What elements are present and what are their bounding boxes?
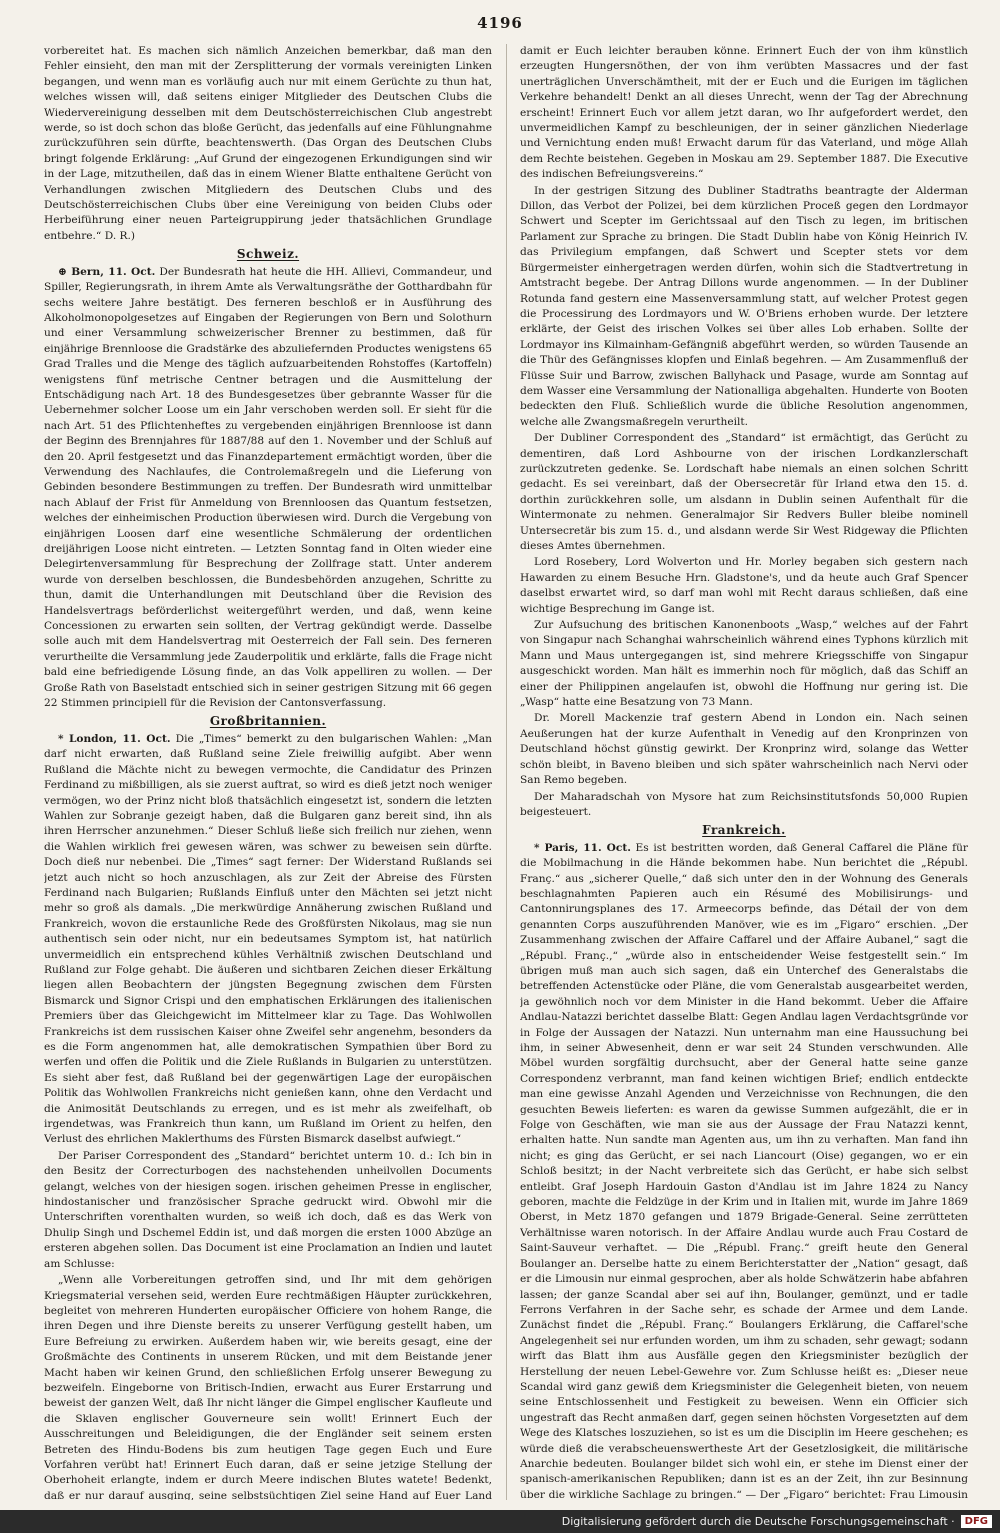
paragraph-text: Lord Rosebery, Lord Wolverton und Hr. Morley begaben sich gestern nach Hawarden zu einem Besuche Hrn. Gladstone's, und da heute auch Graf Spencer daselbst erwartet wird, so darf man wohl mit Recht daraus schließen, daß eine wichtige Besprechung im Gange ist. — [520, 556, 968, 615]
article-paragraph — [44, 1149, 492, 1272]
article-paragraph — [520, 790, 968, 821]
article-paragraph — [520, 711, 968, 788]
left-column — [44, 44, 492, 1500]
paragraph-text: Der Bundesrath hat heute die HH. Allievi, Commandeur, und Spiller, Regierungsrath, in ihrem Amte als Verwaltungsräthe der Gotthardbahn für sechs weitere Jahre bestätigt. Des ferneren beschloß er in Ausführung des Alkoholmonopolgesetzes auf Eingaben der Regierungen von Bern und Solothurn und einer Versammlung schweizerischer Brenner zu bestimmen, daß für einjährige Brennloose die Gradstärke des abzuliefernden Productes wenigstens 65 Grad Tralles und die Menge des täglich aufzuarbeitenden Rohstoffes (Kartoffeln) wenigstens fünf metrische Centner betragen und die Ausmittelung der Entschädigung nach Art. 18 des Bundesgesetzes über gebrannte Wasser für die Uebernehmer solcher Loose um ein Jahr verschoben werden soll. Er sieht für die nach Art. 51 des Pflichtenheftes zu vergebenden einjährigen Brennloose ist dann der Beginn des Brennjahres für 1887/88 auf den 1. November und der Schluß auf den 20. April festgesetzt und das Finanzdepartement ermächtigt worden, über die Verwendung des Nachlaufes, die Controlemaßregeln und die Lieferung von Gebinden besondere Bestimmungen zu treffen. Der Bundesrath wird unmittelbar nach Ablauf der Frist für Anmeldung von Brennloosen das Quantum festsetzen, welches der einheimischen Production überwiesen wird. Durch die Vergebung von einjährigen Loosen darf eine wesentliche Schmälerung der ordentlichen dreijährigen Loose nicht eintreten. — Letzten Sonntag fand in Olten wieder eine Delegirtenversammlung für Besprechung der Zollfrage statt. Unter anderem wurde von derselben beschlossen, die Bundesbehörden anzugehen, Schritte zu thun, damit die Unterhandlungen mit Deutschland über die Revision des Handelsvertrags beförderlichst weitergeführt werden, und daß, wenn keine Concessionen zu erwarten sein sollten, der Vertrag gekündigt werde. Dasselbe solle auch mit dem Handelsvertrag mit Oesterreich der Fall sein. Des ferneren verurtheilte die Versammlung jede Zauderpolitik und erklärte, falls die Frage nicht bald eine befriedigende Lösung finde, an das Volk appelliren zu wollen. — Der Große Rath von Baselstadt entschied sich in seiner gestrigen Sitzung mit 66 gegen 22 Stimmen principiell für die Revision der Cantonsverfassung. — [44, 265, 492, 710]
paragraph-text: Es ist bestritten worden, daß General Caffarel die Pläne für die Mobilmachung in die Hände bekommen habe. Nun berichtet die „Républ. Franç.“ aus „sicherer Quelle,“ daß sich unter den in der Wohnung des Generals beschlagnahmten Papieren auch ein Résumé des Mobilisirungs- und Cantonnirungsplanes des 17. Armeecorps befinde, das Détail der von dem genannten Corps auszuführenden Manöver, wie es im „Figaro“ erschien. „Der Zusammenhang zwischen der Affaire Caffarel und der Affaire Aubanel,“ sagt die „Républ. Franç.,“ „würde also in entscheidender Weise festgestellt sein.“ Im übrigen muß man auch sich sagen, daß ein Unterchef des Generalstabs die betreffenden Actenstücke oder Pläne, die vom Generalstab ausgearbeitet werden, ja gewöhnlich noch vor dem Minister in die Hand bekommt. Ueber die Affaire Andlau-Natazzi berichtet dasselbe Blatt: Gegen Andlau lagen Verdachtsgründe vor in Folge der Aussagen der Natazzi. Nun unternahm man eine Haussuchung bei ihm, in seiner Abwesenheit, denn er war seit 24 Stunden verschwunden. Alle Möbel wurden sorgfältig durchsucht, aber der General hatte seine ganze Correspondenz verbrannt, man fand keinen wichtigen Brief; endlich entdeckte man eine gewisse Anzahl Agenden und Verzeichnisse von Rechnungen, die den gesuchten Beweis lieferten: es waren da gewisse Summen aufgezählt, die er in Folge von Geschäften, wie man sie aus der Aussage der Frau Natazzi kennt, erhalten hatte. Nun sandte man Agenten aus, um ihn zu verhaften. Man fand ihn nicht; es ging das Gerücht, er sei nach Liancourt (Oise) gegangen, wo er ein Schloß besitzt; in der Nacht verbreitete sich das Gerücht, er habe sich selbst entleibt. Graf Joseph Hardouin Gaston d'Andlau ist im Jahre 1824 zu Nancy geboren, machte die Feldzüge in der Krim und in Italien mit, wurde im Jahre 1869 Oberst, in Metz 1870 gefangen und 1879 Brigade-General. Seine zerrütteten Verhältnisse waren notorisch. In der Affaire Andlau wurde auch Frau Costard de Saint-Sauveur verhaftet. — Die „Républ. Franç.“ greift heute den General Boulanger an. Derselbe hatte zu einem Berichterstatter der „Nation“ gesagt, daß er die Limousin nur einmal gesprochen, aber als holde Schwätzerin habe abfahren lassen; der ganze Scandal aber sei auf ihn, Boulanger, gemünzt, und er tadle Ferrons Verfahren in der Sache sehr, es schade der Armee und dem Lande. Zunächst findet die „Républ. Franç.“ Boulangers Erklärung, die Caffarel'sche Angelegenheit sei nur erfunden worden, um ihm zu schaden, sehr gewagt; sodann wirft das Blatt ihm aus Ausfälle gegen den Kriegsminister bezüglich der Herstellung der neuen Lebel-Gewehre vor. Zum Schlusse heißt es: „Dieser neue Scandal wird ganz gewiß dem Kriegsminister die Gelegenheit bieten, von neuem seine Entschlossenheit und Festigkeit zu beweisen. Wenn ein Officier sich ungestraft das Recht anmaßen darf, gegen seinen höchsten Vorgesetzten auf dem Wege des Klatsches loszuziehen, so ist es um die Disciplin im Heere geschehen; es würde dieß die verabscheuenswertheste Art der Gesetzlosigkeit, die militärische Anarchie bedeuten. Boulanger bildet sich wohl ein, er stehe im Dienst einer der spanisch-amerikanischen Republiken; dann ist es an der Zeit, ihn zur Besinnung über die wirkliche Sachlage zu bringen.“ — Der „Figaro“ berichtet: Frau Limousin — [520, 841, 968, 1500]
section-heading: Großbritannien. — [209, 714, 327, 729]
paragraph-text: damit er Euch leichter berauben könne. Erinnert Euch der von ihm künstlich erzeugten Hungersnöthen, der von ihm verübten Massacres und der fast unerträglichen Unverschämtheit, mit der er Euch und die Eurigen im täglichen Verkehre behandelt! Denkt an all dieses Unrecht, wenn der Tag der Abrechnung erscheint! Erinnert Euch vor allem jetzt daran, wo Ihr aufgefordert werdet, den unvermeidlichen Kampf zu beschleunigen, der in seiner gänzlichen Niederlage und Vernichtung enden muß! Erwacht darum für das Vaterland, und möge Allah dem Rechte beistehen. Gegeben in Moskau am 29. September 1887. Die Executive des indischen Befreiungsvereins.“ — [520, 45, 968, 181]
article-paragraph — [520, 44, 968, 183]
article-paragraph — [44, 44, 492, 244]
page-number: 4196 — [477, 14, 523, 32]
paragraph-text: Der Maharadschah von Mysore hat zum Reichsinstitutsfonds 50,000 Rupien beigesteuert. — [520, 790, 968, 818]
paragraph-text: Der Pariser Correspondent des „Standard“ berichtet unterm 10. d.: Ich bin in den Besitz der Correcturbogen des nachstehenden unheilvollen Documents gelangt, welches von der hiesigen sogen. irischen geheimen Presse in englischer, hindostanischer und französischer Sprache gedruckt wird. Obwohl mir die Unterschriften vorenthalten wurden, so weiß ich doch, daß es das Werk von Dhulip Singh und Dschemel Eddin ist, und daß morgen die ersten 1000 Abzüge an ersteren abgehen sollen. Das Document ist eine Proclamation an Indien und lautet am Schlusse: — [44, 1149, 492, 1270]
article-paragraph — [520, 841, 968, 1500]
right-column — [520, 44, 968, 1500]
article-paragraph — [520, 431, 968, 554]
dateline: * Paris, 11. Oct. — [534, 841, 631, 854]
dfg-logo: DFG — [961, 1515, 992, 1528]
article-paragraph — [520, 618, 968, 710]
section-heading: Schweiz. — [236, 247, 300, 262]
article-paragraph — [44, 732, 492, 1148]
paragraph-text: Die „Times“ bemerkt zu den bulgarischen Wahlen: „Man darf nicht erwarten, daß Rußland seine Ziele freiwillig aufgibt. Aber wenn Rußland die Mächte nicht zu bewegen vermochte, die Candidatur des Prinzen Ferdinand zu mißbilligen, als sie zuerst auftrat, so wird es dieß jetzt noch weniger vermögen, wo der Prinz nicht bloß thatsächlich eingesetzt ist, sondern die letzten Wahlen zur Sobranje gezeigt haben, daß die Bulgaren ganz bereit sind, ihn als ihren Herrscher anzunehmen.“ Dieser Schluß ließe sich freilich nur ziehen, wenn die Wahlen wirklich frei gewesen wären, was schwer zu beweisen sein dürfte. Doch dieß nur nebenbei. Die „Times“ sagt ferner: Der Widerstand Rußlands sei jetzt auch nicht so hoch anzuschlagen, als zur Zeit der Abreise des Fürsten Ferdinand nach Bulgarien; Rußlands Einfluß unter den Mächten sei jetzt nicht mehr so groß als damals. „Die merkwürdige Annäherung zwischen Rußland und Frankreich, wovon die erstaunliche Rede des Großfürsten Nikolaus, mag sie nun authentisch sein oder nicht, nur ein bedeutsames Symptom ist, hat natürlich unvermeidlich ein entsprechend kühles Verhältniß zwischen Deutschland und Rußland zur Folge gehabt. Die äußeren und sichtbaren Zeichen dieser Erkältung liegen allen Beobachtern der jüngsten Begegnung zwischen dem Fürsten Bismarck und Signor Crispi und den emphatischen Erklärungen des italienischen Premiers über das Gleichgewicht im Mittelmeer klar zu Tage. Das Wohlwollen Frankreichs ist dem russischen Kaiser ohne Zweifel sehr angenehm, besonders da es die Form angenommen hat, alle demokratischen Sympathien über Bord zu werfen und offen die Politik und die Ziele Rußlands in Bulgarien zu unterstützen. Es sieht aber fest, daß Rußland bei der gegenwärtigen Lage der europäischen Politik das Wohlwollen Frankreichs nicht genießen kann, ohne den Verdacht und die Animosität Deutschlands zu erregen, und es ist mehr als zweifelhaft, ob irgendetwas, was Frankreich thun kann, um Rußland im Orient zu helfen, den Verlust des ehrlichen Maklerthums des Fürsten Bismarck daselbst aufwiegt.“ — [44, 732, 492, 1146]
paragraph-text: „Wenn alle Vorbereitungen getroffen sind, und Ihr mit dem gehörigen Kriegsmaterial versehen seid, werden Eure rechtmäßigen Häupter zurückkehren, begleitet von mehreren Hunderten europäischer Officiere von hohem Range, die ihren Degen und ihre Dienste bereits zu unserer Verfügung gestellt haben, um Eure Befreiung zu erwirken. Außerdem haben wir, wie bereits gesagt, eine der Großmächte des Continents in unserem Rücken, und mit dem Beistande jener Macht haben wir keinen Grund, den schließlichen Erfolg unserer Bewegung zu bezweifeln. Eingeborne von Britisch-Indien, erwacht aus Eurer Erstarrung und beweist der ganzen Welt, daß Ihr nicht länger die Gimpel englischer Kaufleute und die Sklaven englischer Gouverneure sein wollt! Erinnert Euch der Ausschreitungen und Beleidigungen, die der Engländer seit seinem ersten Betreten des Hindu-Bodens bis zum heutigen Tage gegen Euch und Eure Vorfahren verübt hat! Erinnert Euch daran, daß er seine jetzige Stellung der Oberhoheit erlangte, indem er durch Meere indischen Blutes watete! Bedenkt, daß er nur darauf ausging, seine selbstsüchtigen Ziel seine Hand auf Euer Land — [44, 1274, 492, 1500]
paragraph-text: Zur Aufsuchung des britischen Kanonenboots „Wasp,“ welches auf der Fahrt von Singapur nach Schanghai wahrscheinlich während eines Typhons kürzlich mit Mann und Maus untergegangen ist, sind mehrere Kriegsschiffe von Singapur ausgeschickt worden. Man hält es immerhin noch für möglich, daß das Schiff an einer der Philippinen angelaufen ist, obwohl die Hoffnung nur gering ist. Die „Wasp“ hatte eine Besatzung von 73 Mann. — [520, 619, 968, 709]
funding-credit: Digitalisierung gefördert durch die Deutsche Forschungsgemeinschaft · — [561, 1515, 955, 1528]
section-heading: Frankreich. — [702, 823, 786, 838]
paragraph-text: vorbereitet hat. Es machen sich nämlich Anzeichen bemerkbar, daß man den Fehler einsieht, den man mit der Zersplitterung der vormals vereinigten Linken begangen, und wenn man es vorläufig auch nur mit einem Gerüchte zu thun hat, welches wissen will, daß seitens einiger Mitglieder des Deutschen Clubs die Wiedervereinigung desselben mit dem Deutschösterreichischen Club angestrebt werde, so ist doch schon das bloße Gerücht, das jedenfalls auf eine Fühlungnahme zurückzuführen sein dürfte, beachtenswerth. (Das Organ des Deutschen Clubs bringt folgende Erklärung: „Auf Grund der eingezogenen Erkundigungen sind wir in der Lage, mitzutheilen, daß das in einem Wiener Blatte enthaltene Gerücht von Verhandlungen zwischen Mitgliedern des Deutschen Clubs und des Deutschösterreichischen Clubs über eine Vereinigung von beiden Clubs oder Herbeiführung einer neuen Parteigruppirung jeder thatsächlichen Grundlage entbehre.“ D. R.) — [44, 45, 492, 242]
digitization-footer — [0, 1510, 1000, 1533]
article-paragraph — [520, 555, 968, 617]
article-columns — [44, 44, 968, 1500]
paragraph-text: Der Dubliner Correspondent des „Standard“ ist ermächtigt, das Gerücht zu dementiren, daß Lord Ashbourne von der irischen Lordkanzlerschaft zurückzutreten gedenke. Se. Lordschaft habe niemals an einen solchen Schritt gedacht. Es sei vereinbart, daß der Obersecretär für Irland etwa den 15. d. dorthin zurückkehren solle, um alsdann in Dublin seinen Aufenthalt für die Wintermonate zu nehmen. Generalmajor Sir Redvers Buller bleibe nominell Untersecretär bis zum 15. d., und alsdann werde Sir West Ridgeway die Pflichten dieses Amtes übernehmen. — [520, 432, 968, 552]
column-divider — [506, 44, 507, 1500]
article-paragraph — [44, 265, 492, 712]
paragraph-text: In der gestrigen Sitzung des Dubliner Stadtraths beantragte der Alderman Dillon, das Verbot der Polizei, bei dem kürzlichen Proceß gegen den Lordmayor Schwert und Scepter im Gerichtssaal auf den Tisch zu legen, im britischen Parlament zur Sprache zu bringen. Die Stadt Dublin habe von König Heinrich IV. das Privilegium empfangen, daß Schwert und Scepter stets vor dem Bürgermeister einhergetragen werden dürfen, wohin sich die Stadtvertretung in Amtstracht begebe. Der Antrag Dillons wurde angenommen. — In der Dubliner Rotunda fand gestern eine Massenversammlung statt, auf welcher Protest gegen die Processirung des Lordmayors und W. O'Briens erhoben wurde. Der letztere erklärte, der Geist des irischen Volkes sei über alles Lob erhaben. Sollte der Lordmayor ins Kilmainham-Gefängniß abgeführt werden, so würden Tausende an die Thür des Gefängnisses klopfen und Einlaß begehren. — Am Zusammenfluß der Flüsse Suir und Barrow, zwischen Ballyhack und Pasage, wurde am Sonntag auf dem Wasser eine Versammlung der Nationalliga abgehalten. Hunderte von Booten bedeckten den Fluß. Schließlich wurde die übliche Resolution angenommen, welche alle Zwangsmaßregeln verurtheilt. — [520, 184, 968, 428]
dateline: ⊕ Bern, 11. Oct. — [58, 265, 156, 278]
article-paragraph — [520, 184, 968, 431]
paragraph-text: Dr. Morell Mackenzie traf gestern Abend in London ein. Nach seinen Aeußerungen hat der kurze Aufenthalt in Venedig auf den Kronprinzen von Deutschland höchst günstig gewirkt. Der Kronprinz wird, solange das Wetter schön bleibt, in Baveno bleiben und sich später wahrscheinlich nach Nervi oder San Remo begeben. — [520, 712, 968, 787]
dateline: * London, 11. Oct. — [58, 732, 171, 745]
article-paragraph — [44, 1273, 492, 1500]
